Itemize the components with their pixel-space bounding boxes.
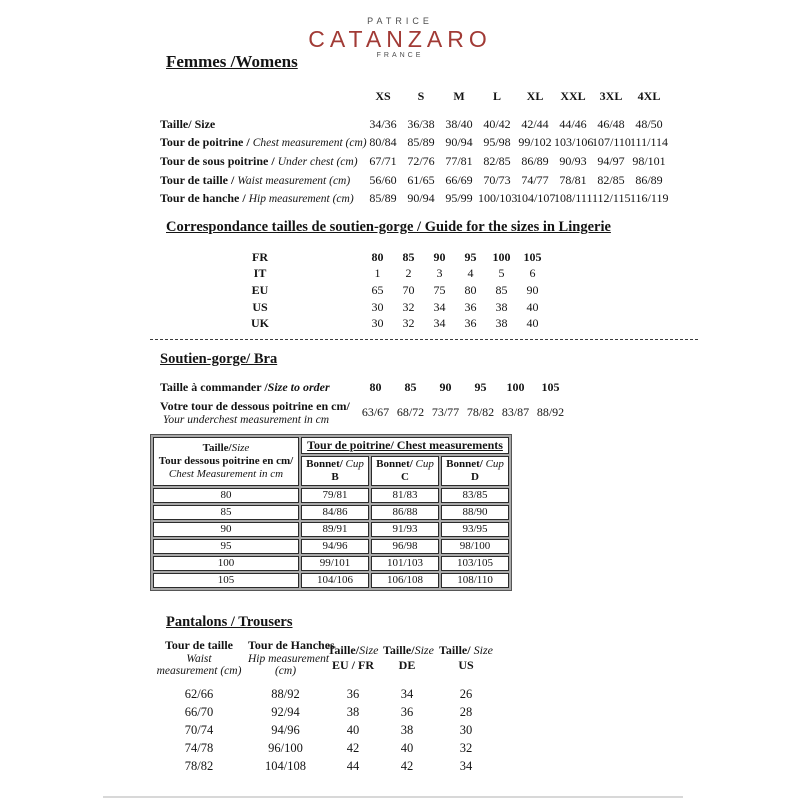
brand-name: CATANZARO [308,26,492,52]
value-cell: 36 [464,316,477,331]
table-row [150,721,501,739]
table-row [153,556,509,571]
value-cell: 95/99 [445,191,473,206]
size-cell: 85 [153,505,299,520]
measure-label: Votre tour de dessous poitrine en cm/ Your underchest measurement in cm [160,399,350,426]
cup-header: Bonnet/ Cup D [441,456,509,486]
value-cell: 42 [346,740,360,755]
value-cell: 80 [369,379,382,394]
measure-label: Taille/ Size [160,116,216,131]
value-cell: 42 [400,758,414,773]
page-bottom-divider [103,796,683,798]
value-cell: 106/108 [371,573,439,588]
table-row [240,299,548,316]
value-cell: 78/81 [559,172,587,187]
table-row [240,266,548,283]
value-cell: 40 [526,316,539,331]
value-cell: 80/84 [369,135,397,150]
size-header: L [492,88,501,103]
value-cell: 84/86 [301,505,369,520]
value-cell: 1 [374,266,381,281]
size-cell: 105 [153,573,299,588]
cup-header: Bonnet/ Cup B [301,456,369,486]
value-cell: 83/87 [501,405,530,419]
cup-group-header: Tour de poitrine/ Chest measurements [301,437,509,454]
spacer-cell [280,299,362,316]
value-cell: 79/81 [301,488,369,503]
column-header: Taille/ Size US [439,642,493,672]
table-row [160,171,668,190]
value-cell: 26 [459,686,473,701]
dashed-divider [150,339,698,340]
value-cell: 38 [495,316,508,331]
size-cell: 100 [153,556,299,571]
value-cell: 85 [495,282,508,297]
measure-label: Tour de poitrine / Chest measurement (cm) [160,135,367,150]
value-cell: 116/119 [630,191,669,206]
value-cell: 38 [495,299,508,314]
brand-country-text: FRANCE [376,52,424,59]
table-row [240,249,548,266]
bra-size-table [160,378,568,429]
value-cell: 90/94 [407,191,435,206]
value-cell: 4 [467,266,474,281]
value-cell: 77/81 [445,153,473,168]
measure-label: Taille à commander /Size to order [160,379,330,394]
value-cell: 85/89 [407,135,435,150]
value-cell: 32 [459,740,473,755]
table-row [153,488,509,503]
region-label: EU [251,282,269,297]
value-cell: 94/96 [271,722,300,737]
value-cell: 38/40 [445,116,473,131]
cup-header: Bonnet/ Cup C [371,456,439,486]
value-cell: 85/89 [369,191,397,206]
spacer-cell [280,266,362,283]
spacer-cell [280,282,362,299]
value-cell: 70/74 [184,722,214,737]
measure-label: Tour de sous poitrine / Under chest (cm) [160,153,358,168]
value-cell: 103/106 [554,135,594,150]
value-cell: 95 [464,249,477,264]
spacer-cell [280,315,362,332]
spacer-cell [160,86,364,106]
value-cell: 34 [433,316,446,331]
value-cell: 3 [436,266,443,281]
value-cell: 88/92 [271,686,300,701]
table-row [150,739,501,757]
table-row [153,505,509,520]
value-cell: 62/66 [184,686,214,701]
value-cell: 63/67 [361,405,390,419]
region-label: UK [251,316,269,331]
value-cell: 36 [346,686,360,701]
value-cell: 44/46 [559,116,587,131]
table-row [160,152,668,171]
value-cell: 48/50 [635,116,663,131]
value-cell: 86/89 [635,172,663,187]
value-cell: 90 [439,379,452,394]
spacer-cell [280,249,362,266]
cup-table-corner-cell: Taille/Size Tour dessous poitrine en cm/ Chest Measurement in cm [153,437,299,486]
value-cell: 70 [402,282,415,297]
table-row [240,282,548,299]
region-label: FR [252,249,268,264]
value-cell: 40/42 [483,116,511,131]
size-header: 4XL [637,88,661,103]
value-cell: 96/98 [371,539,439,554]
value-cell: 100 [506,379,525,394]
bra-heading: Soutien-gorge/ Bra [160,351,278,367]
table-row [150,685,501,703]
value-cell: 36/38 [407,116,435,131]
value-cell: 100/103 [478,191,518,206]
value-cell: 78/82 [184,758,214,773]
value-cell: 30 [371,299,384,314]
value-cell: 46/48 [597,116,625,131]
value-cell: 91/93 [371,522,439,537]
size-header: XXL [560,88,586,103]
value-cell: 90 [526,282,539,297]
value-cell: 34/36 [369,116,397,131]
value-cell: 34 [459,758,473,773]
value-cell: 112/115 [592,191,631,206]
size-header: XL [526,88,544,103]
value-cell: 82/85 [483,153,511,168]
trousers-header-row [150,638,501,677]
womens-heading: Femmes /Womens [166,52,298,71]
size-cell: 80 [153,488,299,503]
value-cell: 80 [464,282,477,297]
value-cell: 82/85 [597,172,625,187]
value-cell: 34 [433,299,446,314]
value-cell: 108/111 [554,191,593,206]
table-row [160,134,668,153]
measure-label: Tour de hanche / Hip measurement (cm) [160,191,354,206]
value-cell: 94/97 [597,153,625,168]
value-cell: 90 [433,249,446,264]
value-cell: 67/71 [369,153,397,168]
brand-logo [0,16,800,60]
value-cell: 32 [402,316,415,331]
value-cell: 101/103 [371,556,439,571]
value-cell: 66/69 [445,172,473,187]
value-cell: 85 [404,379,417,394]
value-cell: 92/94 [271,704,300,719]
value-cell: 28 [459,704,473,719]
value-cell: 2 [405,266,412,281]
value-cell: 74/78 [184,740,214,755]
value-cell: 40 [400,740,414,755]
value-cell: 108/110 [441,573,509,588]
size-header: S [417,88,425,103]
value-cell: 98/101 [632,153,666,168]
table-row [153,573,509,588]
spacer-cell [150,677,501,685]
value-cell: 56/60 [369,172,397,187]
value-cell: 66/70 [184,704,214,719]
measure-label: Tour de taille / Waist measurement (cm) [160,172,351,187]
table-row [150,757,501,775]
value-cell: 36 [400,704,414,719]
value-cell: 6 [529,266,536,281]
value-cell: 36 [464,299,477,314]
value-cell: 30 [459,722,473,737]
value-cell: 83/85 [441,488,509,503]
table-row [160,115,668,134]
value-cell: 99/101 [301,556,369,571]
value-cell: 38 [400,722,414,737]
value-cell: 105 [523,249,542,264]
value-cell: 107/110 [592,135,631,150]
lingerie-guide-table [240,249,548,332]
trousers-table [150,638,501,775]
value-cell: 86/89 [521,153,549,168]
value-cell: 94/96 [301,539,369,554]
size-header: XS [375,88,391,103]
table-row [240,315,548,332]
column-header: Tour de taille Waist measurement (cm) [156,638,242,677]
value-cell: 72/76 [407,153,435,168]
value-cell: 88/92 [536,405,565,419]
value-cell: 5 [498,266,505,281]
value-cell: 90/94 [445,135,473,150]
value-cell: 80 [371,249,384,264]
lingerie-guide-heading: Correspondance tailles de soutien-gorge / Guide for the sizes in Lingerie [166,219,611,235]
column-header: Taille/Size DE [383,642,434,672]
bra-cup-table [150,434,512,591]
value-cell: 104/106 [301,573,369,588]
value-cell: 38 [346,704,360,719]
value-cell: 40 [346,722,360,737]
value-cell: 68/72 [396,405,425,419]
value-cell: 75 [433,282,446,297]
value-cell: 32 [402,299,415,314]
value-cell: 95 [474,379,487,394]
value-cell: 105 [541,379,560,394]
value-cell: 104/108 [265,758,306,773]
value-cell: 65 [371,282,384,297]
spacer-cell [160,106,668,115]
value-cell: 85 [402,249,415,264]
value-cell: 100 [492,249,511,264]
value-cell: 98/100 [441,539,509,554]
value-cell: 90/93 [559,153,587,168]
value-cell: 89/91 [301,522,369,537]
value-cell: 61/65 [407,172,435,187]
value-cell: 40 [526,299,539,314]
value-cell: 81/83 [371,488,439,503]
column-header: Taille/Size EU / FR [327,642,379,672]
value-cell: 99/102 [518,135,552,150]
value-cell: 93/95 [441,522,509,537]
table-row [160,396,568,429]
size-header: M [453,88,465,103]
value-cell: 74/77 [521,172,549,187]
table-row [150,703,501,721]
table-row [160,189,668,208]
size-header: 3XL [599,88,623,103]
table-row [153,522,509,537]
value-cell: 78/82 [466,405,495,419]
value-cell: 86/88 [371,505,439,520]
value-cell: 44 [346,758,360,773]
value-cell: 111/114 [630,135,668,150]
value-cell: 73/77 [431,405,460,419]
trousers-heading: Pantalons / Trousers [166,614,293,630]
value-cell: 34 [400,686,414,701]
value-cell: 95/98 [483,135,511,150]
value-cell: 42/44 [521,116,549,131]
size-cell: 90 [153,522,299,537]
womens-size-table [160,86,668,208]
column-header: Tour de Hanches Hip measurement (cm) [248,638,335,677]
table-row [153,539,509,554]
size-cell: 95 [153,539,299,554]
brand-top-text: PATRICE [367,16,433,26]
size-header-row [160,86,668,106]
region-label: US [252,299,268,314]
value-cell: 70/73 [483,172,511,187]
region-label: IT [253,266,267,281]
value-cell: 30 [371,316,384,331]
value-cell: 103/105 [441,556,509,571]
value-cell: 96/100 [268,740,303,755]
table-row [160,378,568,396]
value-cell: 88/90 [441,505,509,520]
value-cell: 104/107 [516,191,556,206]
